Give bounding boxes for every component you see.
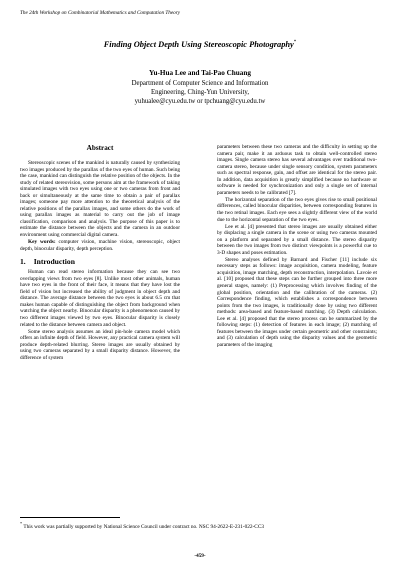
intro-paragraph: Human can read stereo information because they can see two overlapping views from two eyes [8]. Unlike most other animals, human have two eyes in the front of their face, it means that they have lost the field of vision but increased the ability of judgment in object depth and distance. The average distance between the two eyes is about 6.5 cm that makes human capable of distinguishing the object from background when watching the object nearby. Binocular disparity is a phenomenon caused by two different images viewed by two eyes. Binocular disparity is closely related to the distance between camera and object. — [20, 269, 180, 328]
keywords-label: Key words: — [28, 239, 56, 246]
body-paragraph: parameters between these two cameras and the difficulty in setting up the camera pair, make it an arduous task to obtain well-controlled stereo images. Single camera stereo has several advantages over traditional two-camera stereo, because under single sensory condition, system parameters such as spectral response, gain, and offset are identical for the stereo pair. In addition, data acquisition is greatly simplified because no hardware or software is needed for synchronization and only a single set of internal parameters needs to be calibrated [7]. — [217, 144, 377, 196]
body-paragraph: The horizontal separation of the two eyes gives rise to small positional differences, called binocular disparities, between corresponding features in the two retinal images. Each eye sees a slightly different view of the world due to the horizontal separation of the two eyes. — [217, 196, 377, 223]
section-heading — [20, 257, 180, 266]
footnote-mark: * — [20, 521, 23, 526]
author-emails: yuhualee@cyu.edu.tw or tpchuang@cyu.edu.tw — [134, 97, 266, 105]
paper-title — [0, 40, 400, 49]
body-paragraph: Stereo analyses defined by Barnard and Fischer [11] include six necessary steps as follows: image acquisition, camera modeling, feature acquisition, image matching, depth reconstruction, interpolation. Lavoie et al. [10] proposed that these steps can be further grouped into three more general stages, namely: (1) Preprocessing which involves finding of the global position, orientation and the calibration of the cameras. (2) Correspondence finding, which establishes a correspondence between points from the two images, is traditionally done by using two different methods: area-based and feature-based matching. (3) Depth calculation. Lee et al. [4] proposed that the stereo process can be summarized by the following steps: (1) detection of features in each image; (2) matching of features between the images under certain geometric and other constraints; and (3) calculation of depth using the disparity values and the geometric parameters of the imaging — [217, 256, 377, 348]
footnote-text: This work was partially supported by National Science Council under contract no. NSC 94-2622-E-231-022-CC3 — [23, 523, 264, 530]
affiliation — [0, 80, 400, 106]
authors: Yu-Hua Lee and Tai-Pao Chuang — [149, 69, 251, 77]
paper-title-text: Finding Object Depth Using Stereoscopic Photography — [103, 40, 294, 49]
right-column — [217, 144, 377, 349]
affiliation-line: Engineering, Ching-Yun University, — [150, 88, 250, 96]
title-footnote-mark: * — [293, 40, 297, 46]
abstract-text: Stereoscopic scenes of the mankind is naturally caused by synthesizing two images produced by the parallax of the two eyes of human. Such being the case, mankind can distinguish the relative position of the objects. In the study of related stereovision, some persons aim at the framework of taking simulated images with two eyes using one or two cameras from front and back or simultaneously at the same time to obtain a pair of parallax images; someone pay more attention to the theoretical analysis of the relative positions of the parallax images, and some others do the work of using parallax images as material to carry out the job of image classification, comparison and analysis. The purpose of this paper is to estimate the distance between the objects and the camera in an outdoor environment using commercial digital camera. — [20, 160, 180, 239]
section-title: Introduction — [33, 257, 75, 267]
intro-paragraph: Some stereo analysis assumes an ideal pin-hole camera model which offers an infinite depth of field. However, any practical camera system will produce depth-related blurring. Stereo images are usually obtained by using two cameras separated by a small disparity distance. However, the difference of system — [20, 328, 180, 361]
running-head: The 24th Workshop on Combinatorial Mathematics and Computation Theory — [20, 10, 181, 16]
page-number: -459- — [194, 553, 206, 559]
left-column — [20, 144, 180, 362]
affiliation-line: Department of Computer Science and Information — [131, 80, 269, 87]
footnote-divider — [20, 517, 120, 518]
section-number: 1. — [20, 257, 26, 267]
keywords — [20, 239, 180, 252]
footnote — [20, 521, 340, 530]
body-paragraph: Lee et al. [4] presented that stereo images are usually obtained either by displacing a single camera in the scene or using two cameras mounted on a platform and separated by a small distance. The stereo disparity between the two images from two distinct viewpoints is a powerful cue to 3-D shapes and poses estimation. — [217, 223, 377, 256]
abstract-heading: Abstract — [86, 144, 114, 152]
keywords-list: computer vision, machine vision, stereoscopic, object depth, binocular disparity, depth perception. — [20, 239, 180, 252]
